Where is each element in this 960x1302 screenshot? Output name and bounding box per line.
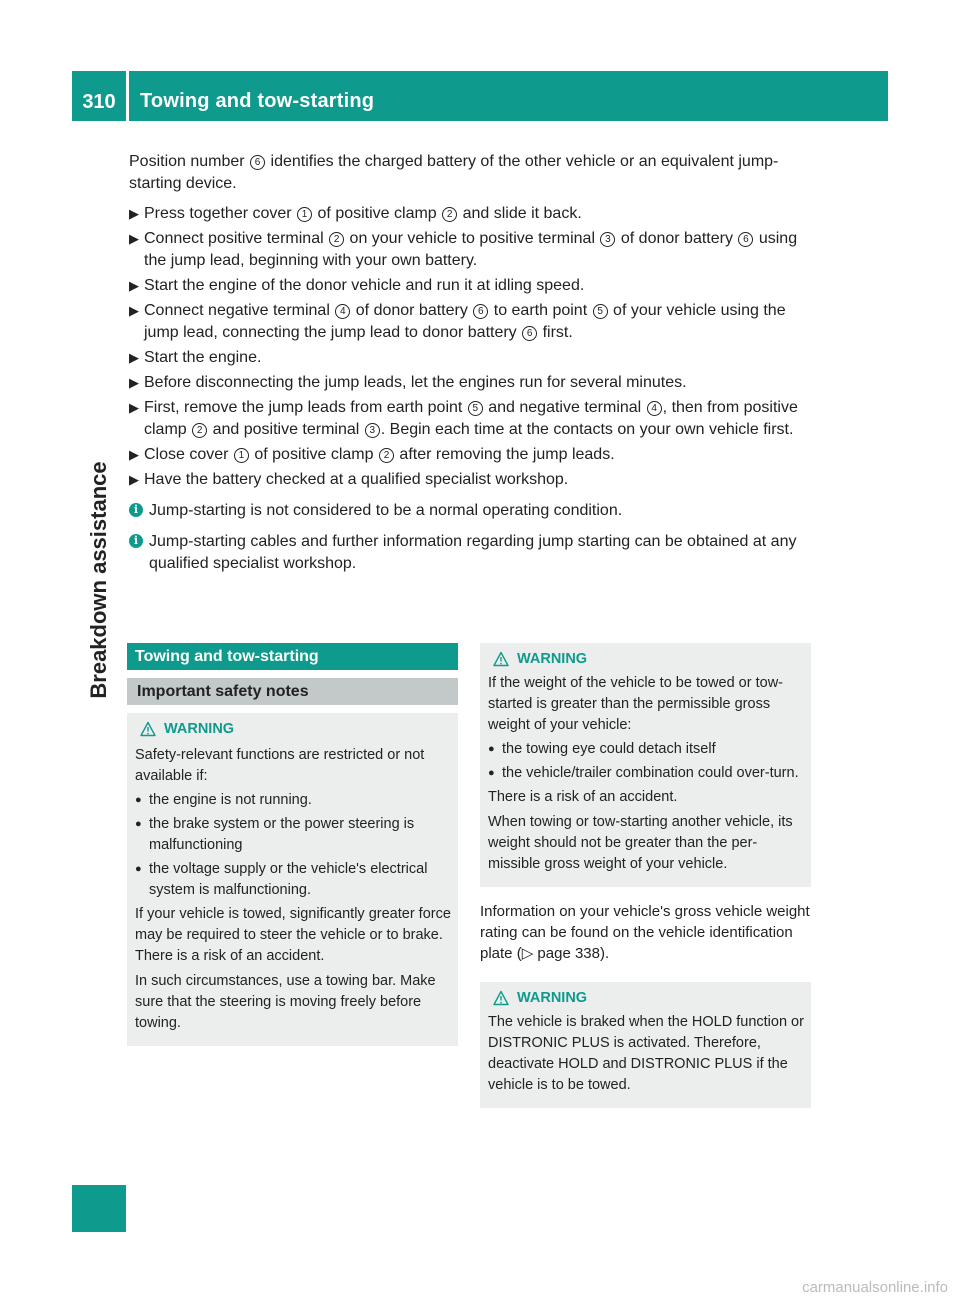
instruction-step (129, 397, 815, 441)
step-text: first. (538, 324, 573, 341)
step-text: of donor battery (616, 230, 738, 247)
page-number: 310 (82, 91, 116, 113)
instruction-step (129, 347, 815, 369)
intro-paragraph: Position number 6 identifies the charged battery of the other vehicle or an equivalent jump-starting device. (129, 153, 779, 192)
step-arrow-icon: ▶ (129, 400, 139, 415)
position-number-badge: 5 (468, 401, 483, 416)
warning-heading: WARNING (135, 717, 452, 741)
step-arrow-icon: ▶ (129, 350, 139, 365)
step-text: Press together cover (144, 205, 297, 222)
warning-triangle-icon (493, 651, 509, 667)
step-text: and positive terminal (208, 421, 364, 438)
position-number-badge: 1 (234, 448, 249, 463)
step-arrow-icon: ▶ (129, 303, 139, 318)
position-number-badge: 2 (379, 448, 394, 463)
warning-box (480, 982, 811, 1108)
info-note: i Jump-starting is not considered to be a normal operating condition. (129, 500, 815, 522)
instruction-step (129, 372, 815, 394)
bullet-item: ● the engine is not running. (135, 790, 452, 811)
step-text: Start the engine of the donor vehicle and run it at idling speed. (144, 277, 585, 294)
step-text: Close cover (144, 446, 233, 463)
sidebar-section-label: Breakdown assistance (86, 461, 111, 699)
gross-weight-paragraph: Information on your vehicle's gross vehicle weight rating can be found on the vehicle identification plate (▷ page 338). (480, 903, 810, 962)
subsection-title: Important safety notes (127, 678, 458, 705)
step-text: . Begin each time at the contacts on your own vehicle first. (380, 421, 794, 438)
step-text: using the jump lead, beginning with your own battery. (144, 230, 798, 269)
right-column (480, 643, 811, 1108)
step-text: Have the battery checked at a qualified specialist workshop. (144, 471, 569, 488)
watermark: carmanualsonline.info (802, 1279, 948, 1296)
warning-box (127, 713, 458, 1046)
step-arrow-icon: ▶ (129, 206, 139, 221)
position-number-badge: 6 (522, 326, 537, 341)
instruction-step (129, 300, 815, 344)
step-text: of positive clamp (313, 205, 442, 222)
step-text: to earth point (489, 302, 592, 319)
bullet-icon: ● (488, 767, 495, 779)
step-text: and slide it back. (458, 205, 582, 222)
step-text: , then from positive clamp (144, 399, 798, 438)
step-arrow-icon: ▶ (129, 278, 139, 293)
step-text: on your vehicle to positive terminal (345, 230, 600, 247)
position-number-badge: 1 (297, 207, 312, 222)
position-number-badge: 2 (329, 232, 344, 247)
info-icon: i (129, 534, 143, 548)
step-text: Start the engine. (144, 349, 262, 366)
warning-paragraph: When towing or tow-starting another vehicle, its weight should not be greater than the per-missible gross weight of your vehicle. (488, 814, 793, 872)
instruction-step (129, 275, 815, 297)
warning-paragraph: In such circumstances, use a towing bar. Make sure that the steering is moving freely before towing. (135, 973, 436, 1031)
bullet-item: ● the brake system or the power steering is malfunctioning (135, 816, 415, 853)
position-number-badge: 6 (250, 155, 265, 170)
warning-paragraph: There is a risk of an accident. (488, 789, 678, 805)
position-number-badge: 6 (473, 304, 488, 319)
left-column (127, 643, 458, 1046)
info-note: i Jump-starting cables and further information regarding jump starting can be obtained at any qualified specialist workshop. (129, 531, 815, 575)
position-number-badge: 4 (335, 304, 350, 319)
jump-start-instructions (129, 151, 815, 575)
steps-list (129, 203, 815, 491)
step-arrow-icon: ▶ (129, 472, 139, 487)
position-number-badge: 5 (593, 304, 608, 319)
warning-paragraph: The vehicle is braked when the HOLD function or DISTRONIC PLUS is activated. Therefore, deactivate HOLD and DISTRONIC PLUS if the vehicle is to be towed. (488, 1014, 804, 1093)
position-number-badge: 3 (600, 232, 615, 247)
instruction-step (129, 203, 815, 225)
step-text: Before disconnecting the jump leads, let the engines run for several minutes. (144, 374, 687, 391)
warning-triangle-icon (140, 721, 156, 737)
sidebar-tab-marker (72, 1185, 126, 1232)
bullet-item: ● the towing eye could detach itself (488, 739, 805, 760)
position-number-badge: 3 (365, 423, 380, 438)
step-text: after removing the jump leads. (394, 446, 615, 463)
header-divider (126, 71, 129, 121)
bullet-icon: ● (135, 863, 142, 875)
position-number-badge: 2 (442, 207, 457, 222)
step-text: of your vehicle using the jump lead, connecting the jump lead to donor battery (144, 302, 786, 341)
instruction-step (129, 469, 815, 491)
bullet-icon: ● (135, 794, 142, 806)
bullet-icon: ● (135, 818, 142, 830)
page-header (72, 71, 888, 121)
position-number-badge: 4 (647, 401, 662, 416)
step-text: Connect negative terminal (144, 302, 335, 319)
page-reference-arrow-icon: ▷ (521, 945, 534, 962)
warning-triangle-icon (493, 990, 509, 1006)
position-number-badge: 2 (192, 423, 207, 438)
page-title: Towing and tow-starting (140, 90, 375, 112)
step-arrow-icon: ▶ (129, 447, 139, 462)
step-text: of donor battery (351, 302, 473, 319)
page-reference-link[interactable]: page 338). (533, 945, 610, 962)
warning-paragraph: If your vehicle is towed, significantly greater force may be required to steer the vehicle or to brake. There is a risk of an accident. (135, 906, 451, 964)
step-text: First, remove the jump leads from earth point (144, 399, 467, 416)
warning-heading: WARNING (488, 647, 805, 671)
instruction-step (129, 444, 815, 466)
position-number-badge: 6 (738, 232, 753, 247)
step-text: and negative terminal (483, 399, 646, 416)
bullet-icon: ● (488, 743, 495, 755)
bullet-item: ● the voltage supply or the vehicle's electrical system is malfunctioning. (135, 861, 428, 898)
step-arrow-icon: ▶ (129, 231, 139, 246)
warning-heading: WARNING (488, 986, 805, 1010)
section-title: Towing and tow-starting (127, 643, 458, 670)
warning-intro: Safety-relevant functions are restricted or not available if: (135, 747, 425, 784)
bullet-item: ● the vehicle/trailer combination could over-turn. (488, 763, 805, 784)
step-arrow-icon: ▶ (129, 375, 139, 390)
warning-box (480, 643, 811, 887)
step-text: Connect positive terminal (144, 230, 329, 247)
warning-intro: If the weight of the vehicle to be towed or tow-started is greater than the permissible gross weight of your vehicle: (488, 675, 783, 733)
instruction-step (129, 228, 815, 272)
step-text: of positive clamp (249, 446, 378, 463)
info-icon: i (129, 503, 143, 517)
